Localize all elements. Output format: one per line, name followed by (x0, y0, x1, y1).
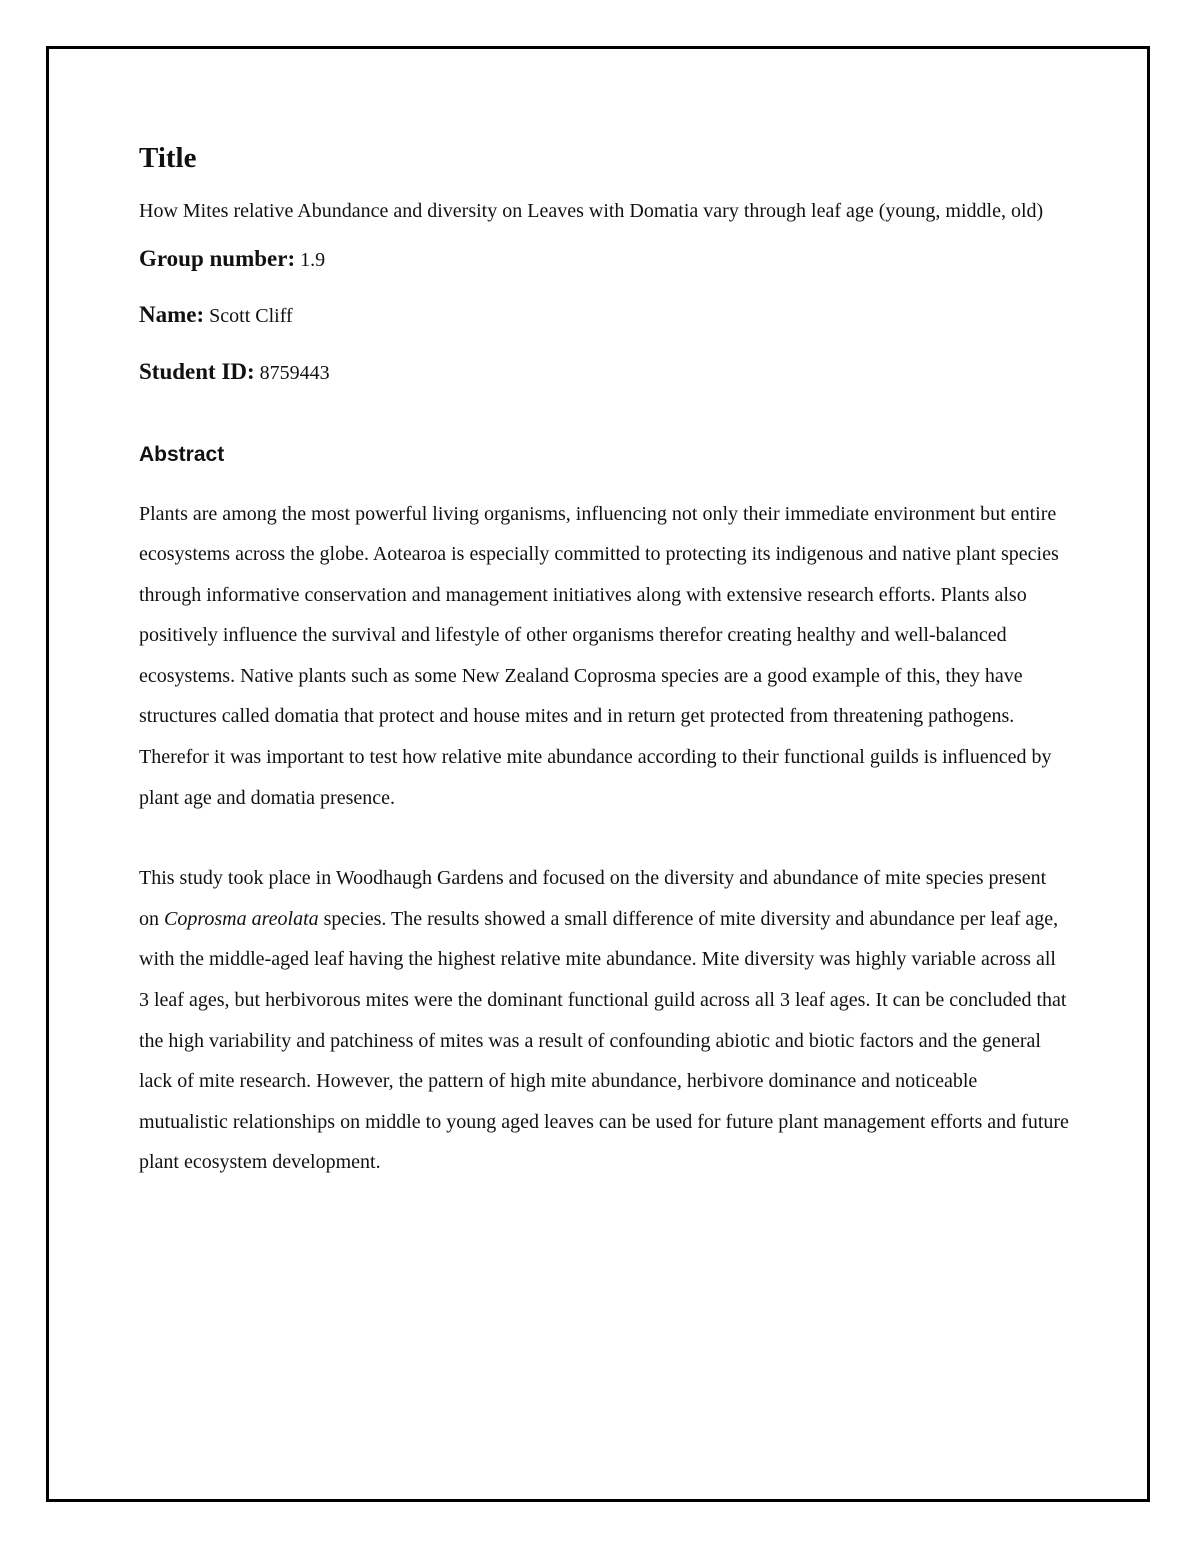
name-field (139, 300, 1069, 331)
student-id-value: 8759443 (259, 361, 330, 384)
abstract-p2-end: species. The results showed a small difference of mite diversity and abundance per leaf age, with the middle-aged leaf having the highest relative mite abundance. Mite diversity was highly variable across all 3 leaf ages, but herbivorous mites were the dominant functional guild across all 3 leaf ages. It can be concluded that the high variability and patchiness of mites was a result of confounding abiotic and biotic factors and the general lack of mite research. However, the pattern of high mite abundance, herbivore dominance and noticeable mutualistic relationships on middle to young aged leaves can be used for future plant management efforts and future plant ecosystem development. (139, 907, 1069, 1174)
student-id-field (139, 357, 1069, 388)
report-title: How Mites relative Abundance and diversity on Leaves with Domatia vary through leaf age (young, middle, old) (139, 200, 1044, 222)
document-body (139, 138, 1069, 1183)
abstract-p2-start: This study took place in Woodhaugh Gardens and focused on the diversity and abundance of mite species present on (139, 867, 1047, 930)
group-number-value: 1.9 (300, 248, 326, 271)
document-heading: Title (139, 142, 197, 174)
group-number-field (139, 244, 1069, 275)
species-name: Coprosma areolata (164, 907, 319, 930)
name-label: Name: (139, 301, 205, 327)
abstract-heading: Abstract (139, 442, 225, 466)
abstract-paragraph-2 (139, 858, 1069, 1183)
student-id-label: Student ID: (139, 358, 255, 384)
group-number-label: Group number: (139, 245, 296, 271)
abstract-paragraph-1: Plants are among the most powerful living organisms, influencing not only their immediate environment but entire ecosystems across the globe. Aotearoa is especially committed to protecting its indigenous and native plant species through informative conservation and management initiatives along with extensive research efforts. Plants also positively influence the survival and lifestyle of other organisms therefor creating healthy and well-balanced ecosystems. Native plants such as some New Zealand Coprosma species are a good example of this, they have structures called domatia that protect and house mites and in return get protected from threatening pathogens. Therefor it was important to test how relative mite abundance according to their functional guilds is influenced by plant age and domatia presence. (139, 502, 1059, 809)
name-value: Scott Cliff (209, 304, 293, 327)
